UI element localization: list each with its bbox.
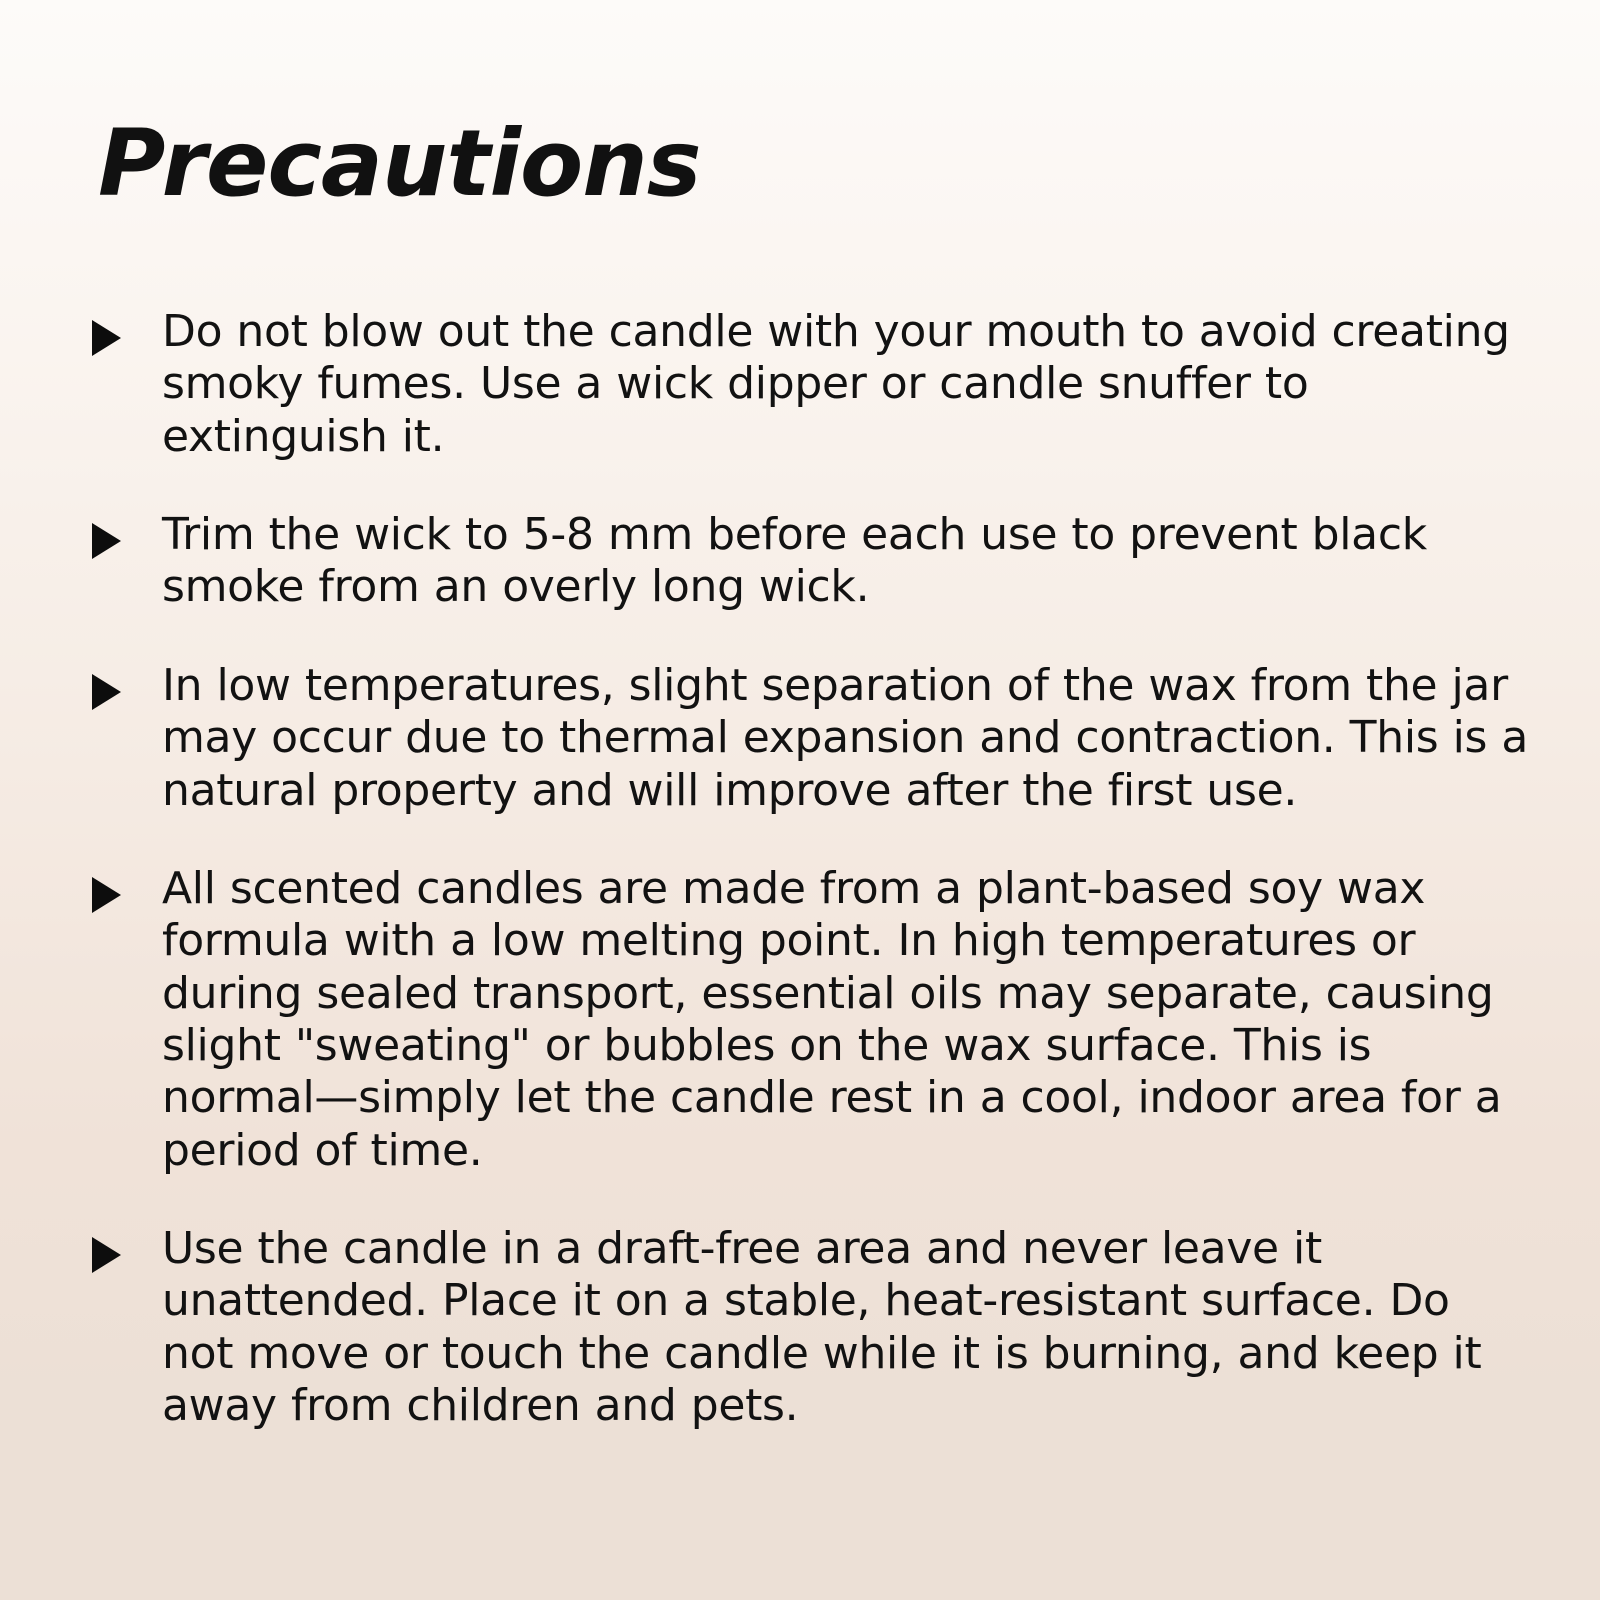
list-item	[92, 1223, 1530, 1432]
list-item-text: Use the candle in a draft-free area and never leave it unattended. Place it on a stable, heat-resistant surface. Do not move or touch the candle while it is burning, and keep it away from children and pets.	[162, 1223, 1482, 1432]
list-item-text: All scented candles are made from a plant-based soy wax formula with a low melting point. In high temperatures or during sealed transport, essential oils may separate, causing slight "sweating" or bubbles on the wax surface. This is normal—simply let the candle rest in a cool, indoor area for a period of time.	[162, 862, 1502, 1176]
list-item-text: Do not blow out the candle with your mouth to avoid creating smoky fumes. Use a wick dipper or candle snuffer to extinguish it.	[162, 306, 1510, 462]
triangle-right-icon	[92, 509, 162, 559]
list-item	[92, 509, 1530, 614]
list-item	[92, 660, 1530, 817]
triangle-right-icon	[92, 1223, 162, 1273]
triangle-right-icon	[92, 306, 162, 356]
list-item	[92, 863, 1530, 1177]
list-item	[92, 306, 1530, 463]
list-item-text: In low temperatures, slight separation of the wax from the jar may occur due to thermal expansion and contraction. This is a natural property and will improve after the first use.	[162, 659, 1528, 816]
list-item-text: Trim the wick to 5-8 mm before each use to prevent black smoke from an overly long wick.	[162, 509, 1427, 613]
page-title: Precautions	[98, 110, 701, 217]
triangle-right-icon	[92, 863, 162, 913]
triangle-right-icon	[92, 660, 162, 710]
precautions-list	[92, 306, 1530, 1432]
